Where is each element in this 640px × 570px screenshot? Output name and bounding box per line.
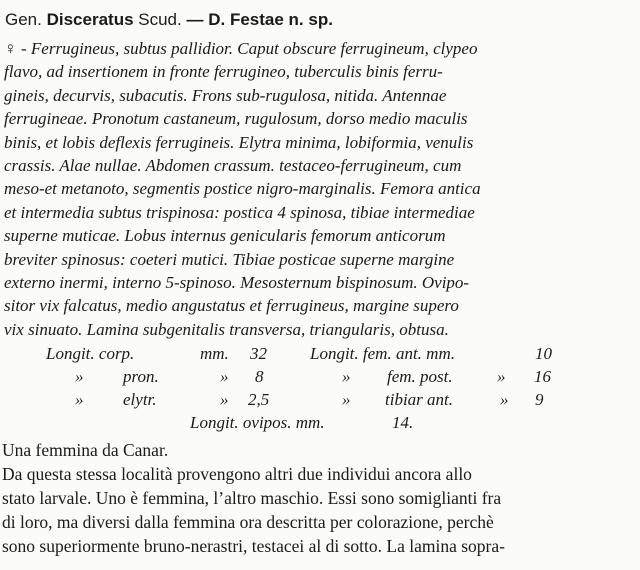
description-line: crassis. Alae nullae. Abdomen crassum. testaceo-ferrugineum, cum bbox=[4, 155, 462, 175]
description-line: et intermedia subtus trispinosa: postica 4 spinosa, tibiae intermediae bbox=[4, 202, 475, 222]
ditto-mark: » bbox=[220, 367, 229, 386]
new-species-tag: n. sp. bbox=[288, 10, 333, 29]
description-line: binis, et lobis deflexis ferrugineis. Elytra minima, lobiformia, venulis bbox=[4, 132, 474, 152]
measurement-value: 16 bbox=[534, 367, 551, 386]
measurement-value: 14. bbox=[392, 413, 414, 432]
heading-prefix: Gen. bbox=[5, 10, 42, 29]
measurement-value: 10 bbox=[535, 344, 552, 363]
description-line: vix sinuato. Lamina subgenitalis transversa, triangularis, obtusa. bbox=[4, 319, 449, 339]
measurement-row bbox=[0, 342, 640, 365]
italian-paragraph bbox=[2, 438, 638, 558]
ditto-mark: » bbox=[500, 390, 509, 409]
paragraph-line: sono superiormente bruno-nerastri, testacei al di sotto. La lamina sopra- bbox=[2, 536, 505, 556]
measurement-value: 8 bbox=[255, 367, 264, 386]
description-line: externo inermi, interno 5-spinoso. Mesosternum bispinosum. Ovipo- bbox=[4, 272, 470, 292]
measurements-block bbox=[0, 342, 640, 434]
ditto-mark: » bbox=[75, 367, 84, 386]
measurement-label: Longit. fem. ant. mm. bbox=[310, 344, 455, 363]
paragraph-line: di loro, ma diversi dalla femmina ora descritta per colorazione, perchè bbox=[2, 512, 494, 532]
description-line: superne muticae. Lobus internus genicularis femorum anticorum bbox=[4, 226, 446, 246]
measurement-row bbox=[0, 411, 640, 434]
description-line: gineis, decurvis, subacutis. Frons sub-rugulosa, nitida. Antennae bbox=[4, 85, 447, 105]
ditto-mark: » bbox=[75, 390, 84, 409]
measurement-row bbox=[0, 388, 640, 411]
description-line: breviter spinosus: coeteri mutici. Tibiae posticae superne margine bbox=[4, 249, 455, 269]
measurement-label: Longit. ovipos. mm. bbox=[190, 413, 325, 432]
paragraph-line: Una femmina da Canar. bbox=[2, 440, 169, 460]
paragraph-line: Da questa stessa località provengono altri due individui ancora allo bbox=[2, 464, 472, 484]
species-name: D. Festae bbox=[208, 10, 284, 29]
description-line: meso-et metanoto, segmentis postice nigro-marginalis. Femora antica bbox=[4, 179, 481, 199]
genus-author: Scud. bbox=[138, 10, 182, 29]
measurement-unit: mm. bbox=[200, 344, 229, 363]
measurement-label: pron. bbox=[123, 367, 159, 386]
measurement-label: Longit. corp. bbox=[46, 344, 135, 363]
genus-name: Disceratus bbox=[46, 10, 134, 29]
ditto-mark: » bbox=[220, 390, 229, 409]
paragraph-line: stato larvale. Uno è femmina, l’altro maschio. Essi sono somiglianti fra bbox=[2, 488, 502, 508]
measurement-label: elytr. bbox=[123, 390, 157, 409]
ditto-mark: » bbox=[342, 390, 351, 409]
description-line: sitor vix falcatus, medio angustatus et ferrugineus, margine supero bbox=[4, 296, 459, 316]
latin-description bbox=[4, 37, 636, 341]
ditto-mark: » bbox=[497, 367, 506, 386]
measurement-row bbox=[0, 365, 640, 388]
description-line: flavo, ad insertionem in fronte ferrugineo, tuberculis binis ferru- bbox=[4, 62, 443, 82]
measurement-value: 2,5 bbox=[248, 390, 270, 409]
heading-dash: — bbox=[186, 10, 204, 29]
measurement-label: tibiar ant. bbox=[385, 390, 454, 409]
description-line: ♀ - Ferrugineus, subtus pallidior. Caput obscure ferrugineum, clypeo bbox=[4, 39, 478, 58]
description-line: ferrugineae. Pronotum castaneum, rugulosum, dorso medio maculis bbox=[4, 109, 468, 129]
ditto-mark: » bbox=[342, 367, 351, 386]
measurement-value: 32 bbox=[250, 344, 267, 363]
measurement-value: 9 bbox=[535, 390, 544, 409]
species-heading bbox=[5, 10, 333, 30]
measurement-label: fem. post. bbox=[387, 367, 453, 386]
